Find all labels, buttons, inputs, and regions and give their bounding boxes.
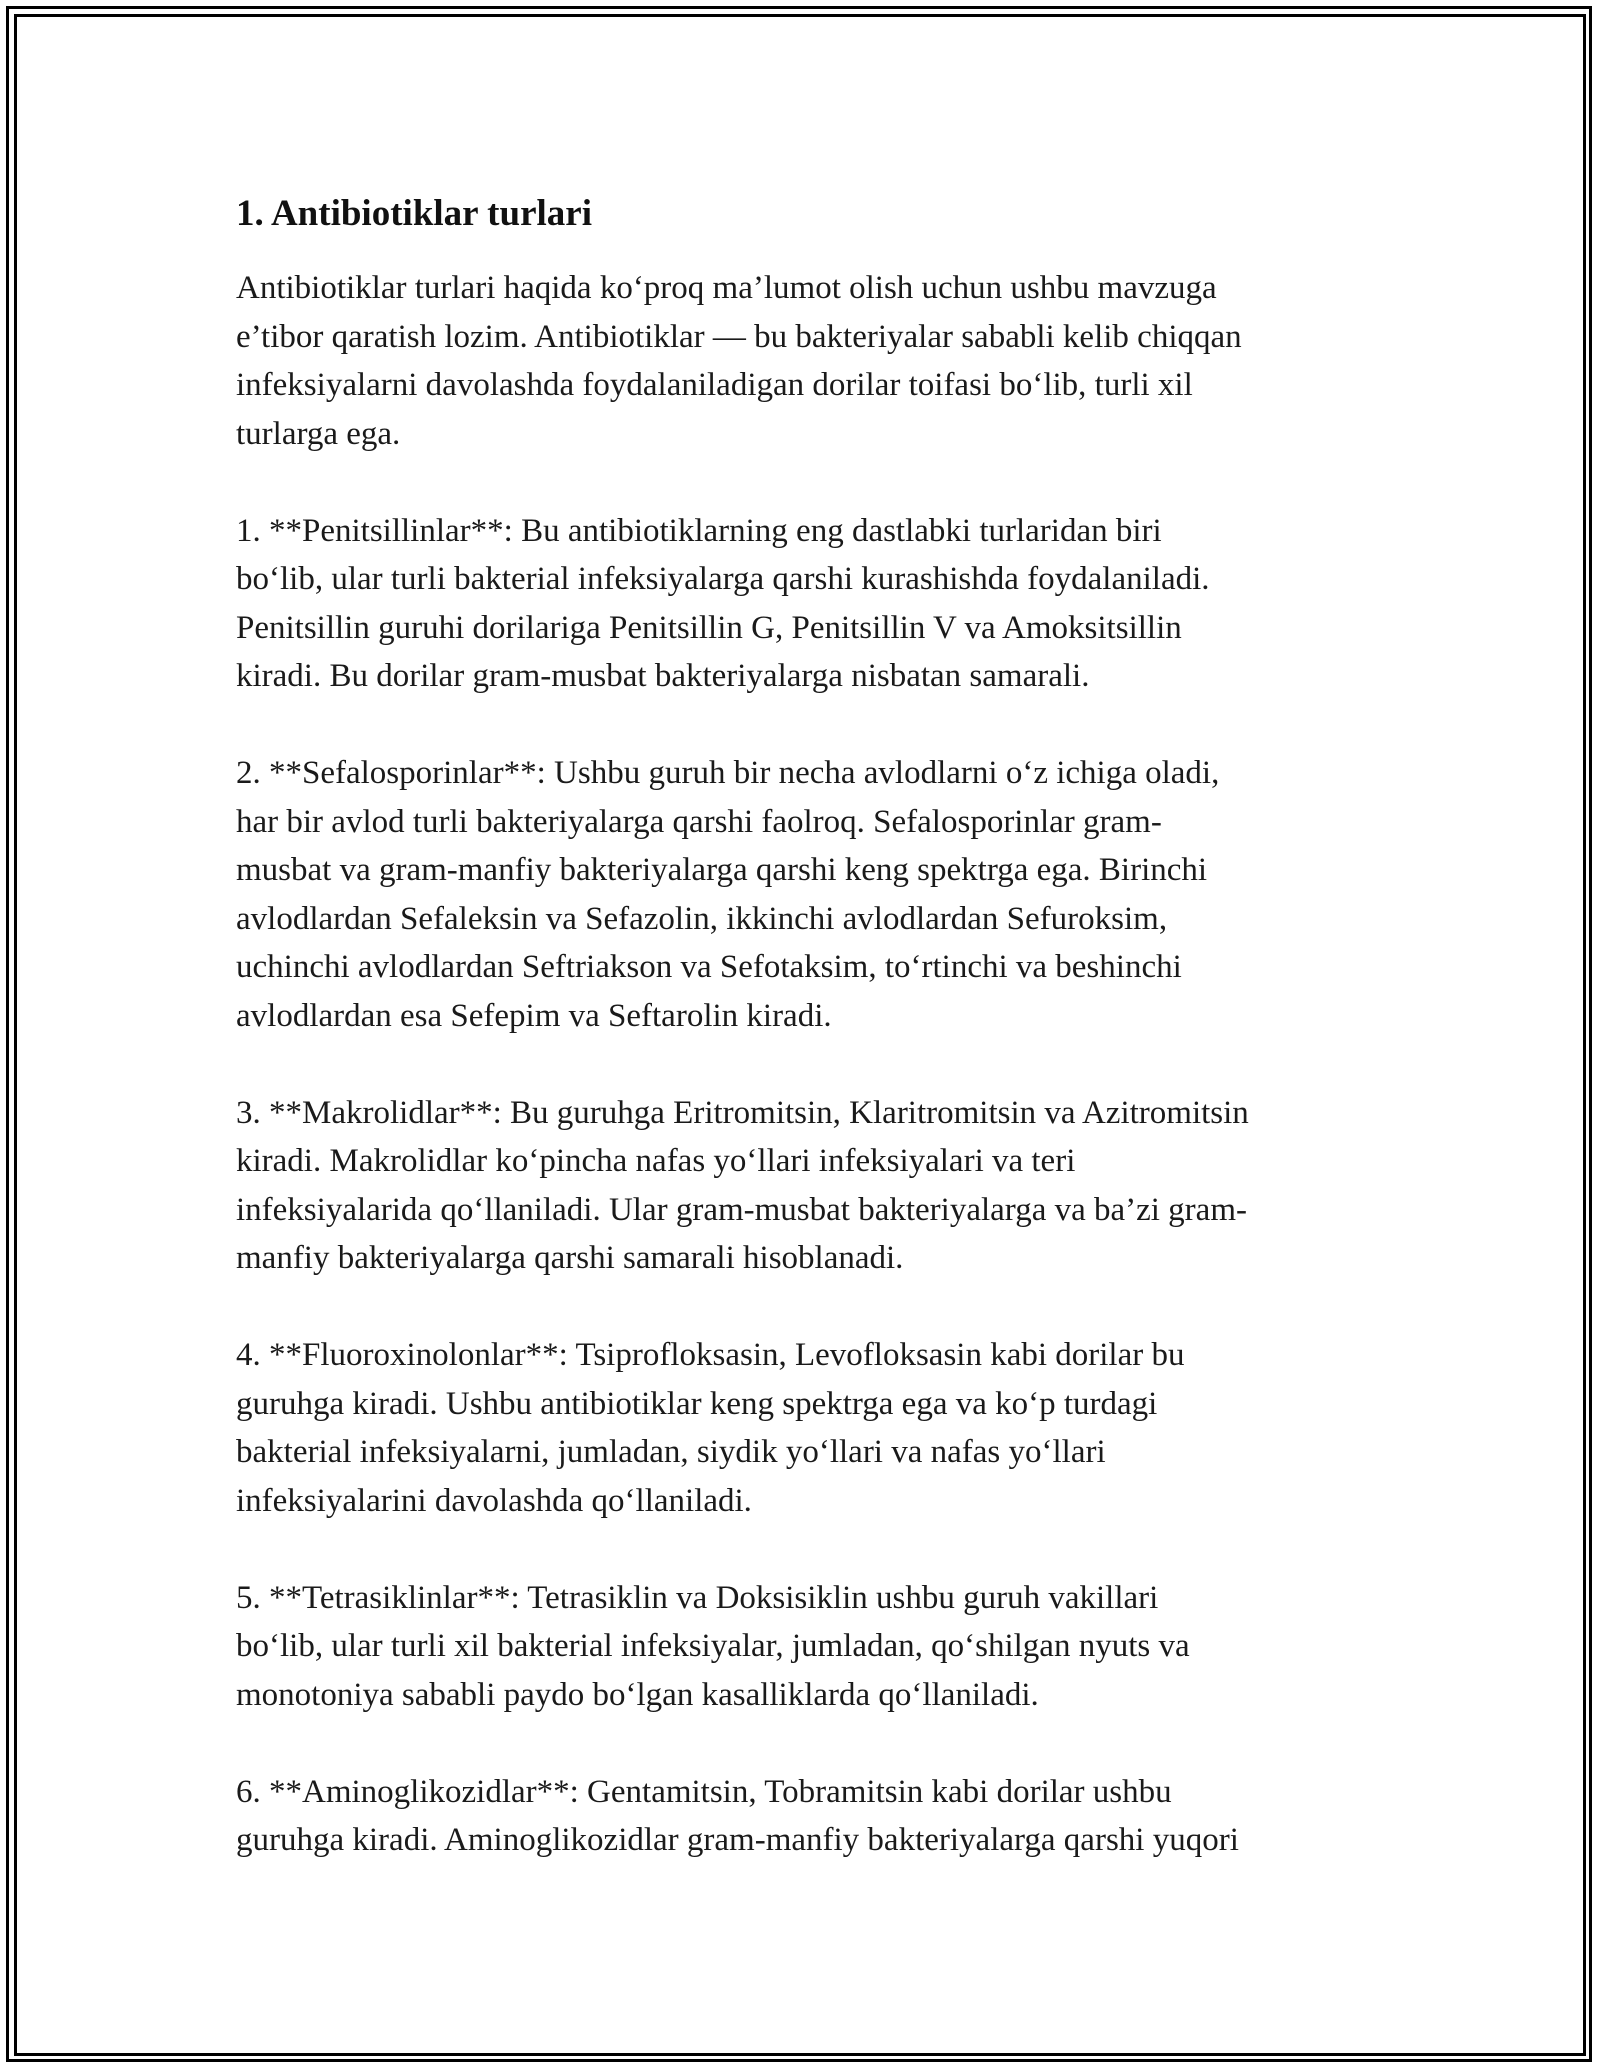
paragraph-tetrasiklinlar: 5. **Tetrasiklinlar**: Tetrasiklin va Doksisiklin ushbu guruh vakillari bo‘lib, ular turli xil bakterial infeksiyalar, jumladan, qo‘shilgan nyuts va monotoniya sababli paydo bo‘lgan kasalliklarda qo‘llaniladi.	[236, 1579, 1190, 1713]
document-title: 1. Antibiotiklar turlari	[236, 193, 592, 234]
paragraph-fluoroxinolonlar: 4. **Fluoroxinolonlar**: Tsiprofloksasin, Levofloksasin kabi dorilar bu guruhga kiradi. Ushbu antibiotiklar keng spektrga ega va ko‘p turdagi bakterial infeksiyalarni, jumladan, siydik yo‘llari va nafas yo‘llari infeksiyalarini davolashda qo‘llaniladi.	[236, 1337, 1185, 1519]
intro-paragraph: Antibiotiklar turlari haqida ko‘proq ma’lumot olish uchun ushbu mavzuga e’tibor qaratish lozim. Antibiotiklar — bu bakteriyalar sababli kelib chiqqan infeksiyalarni davolashda foydalaniladigan dorilar toifasi bo‘lib, turli xil turlarga ega.	[236, 270, 1242, 452]
paragraph-makrolidlar: 3. **Makrolidlar**: Bu guruhga Eritromitsin, Klaritromitsin va Azitromitsin kiradi. Makrolidlar ko‘pincha nafas yo‘llari infeksiyalari va teri infeksiyalarida qo‘llaniladi. Ular gram-musbat bakteriyalarga va ba’zi gram- manfiy bakteriyalarga qarshi samarali hisoblanadi.	[236, 1094, 1249, 1276]
paragraph-penitsillinlar: 1. **Penitsillinlar**: Bu antibiotiklarning eng dastlabki turlaridan biri bo‘lib, ular turli bakterial infeksiyalarga qarshi kurashishda foydalaniladi. Penitsillin guruhi dorilariga Penitsillin G, Penitsillin V va Amoksitsillin kiradi. Bu dorilar gram-musbat bakteriyalarga nisbatan samarali.	[236, 512, 1210, 694]
paragraph-sefalosporinlar: 2. **Sefalosporinlar**: Ushbu guruh bir necha avlodlarni o‘z ichiga oladi, har bir avlod turli bakteriyalarga qarshi faolroq. Sefalosporinlar gram- musbat va gram-manfiy bakteriyalarga qarshi keng spektrga ega. Birinchi avlodlardan Sefaleksin va Sefazolin, ikkinchi avlodlardan Sefuroksim, uchinchi avlodlardan Seftriakson va Sefotaksim, to‘rtinchi va beshinchi avlodlardan esa Sefepim va Seftarolin kiradi.	[236, 755, 1220, 1034]
paragraph-aminoglikozidlar: 6. **Aminoglikozidlar**: Gentamitsin, Tobramitsin kabi dorilar ushbu guruhga kiradi. Aminoglikozidlar gram-manfiy bakteriyalarga qarshi yuqori	[236, 1773, 1239, 1858]
document-body	[236, 186, 1366, 1913]
